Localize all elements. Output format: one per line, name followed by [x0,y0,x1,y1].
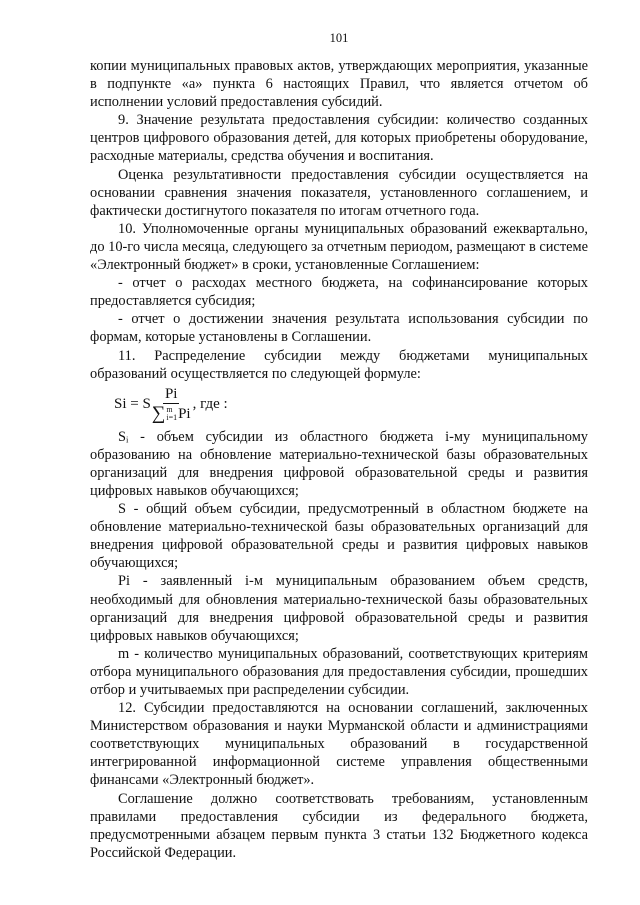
definition-m: m - количество муниципальных образований, соответствующих критериям отбора муниципального образования для предоставления субсидии, прошедших отбор и учитываемых при распределении субсидии. [90,645,588,698]
formula-fraction [152,386,191,424]
sum-lower-limit: i=1 [166,412,178,422]
definition-si: Sᵢ - объем субсидии из областного бюджета i-му муниципальному образованию на обновление материально-технической базы образовательных организаций для внедрения цифровой образовательной среды и развития цифровых навыков обучающихся; [90,428,588,499]
list-item-expenses-report: - отчет о расходах местного бюджета, на софинансирование которых предоставляется субсидия; [90,275,588,310]
sum-upper-limit: m [166,404,173,414]
formula-suffix: , где : [192,396,228,413]
page-number: 101 [329,31,349,45]
formula-numerator: Pi [164,385,178,402]
paragraph-10-reporting: 10. Уполномоченные органы муниципальных образований ежеквартально, до 10-го числа месяца, следующего за отчетным периодом, размещают в системе «Электронный бюджет» в сроки, установленные Соглашением: [90,220,588,274]
distribution-formula [114,385,588,425]
sum-limits [166,406,177,422]
definition-s: S - общий объем субсидии, предусмотренный в областном бюджете на обновление материально-технической базы образовательных организаций для внедрения цифровой образовательной среды и развития цифровых навыков обучающихся; [90,501,588,572]
formula-lhs: Si = S [114,396,151,413]
sum-symbol: ∑ [151,402,166,424]
paragraph-effectiveness-assessment: Оценка результативности предоставления субсидии осуществляется на основании сравнения значения показателя, установленного соглашением, и фактически достигнутого показателя по итогам отчетного года. [90,166,588,219]
formula-denominator [152,404,191,424]
definition-pi: Pi - заявленный i-м муниципальным образованием объем средств, необходимый для обновления материально-технической базы образовательных организаций для внедрения цифровой образовательной среды и развития цифровых навыков обучающихся; [90,573,588,644]
paragraph-9-result-value: 9. Значение результата предоставления субсидии: количество созданных центров цифрового образования детей, для которых приобретены оборудование, расходные материалы, средства обучения и воспитания. [90,112,588,165]
paragraph-agreement-requirements: Соглашение должно соответствовать требованиям, установленным правилами предоставления субсидии из федерального бюджета, предусмотренными абзацем первым пункта 3 статьи 132 Бюджетного кодекса Российской Федерации. [90,790,588,861]
paragraph-reports-copies: копии муниципальных правовых актов, утверждающих мероприятия, указанные в подпункте «а» пункта 6 настоящих Правил, что является отчетом об исполнении условий предоставления субсидий. [90,58,588,111]
paragraph-11-distribution: 11. Распределение субсидии между бюджетами муниципальных образований осуществляется по следующей формуле: [90,347,588,382]
list-item-result-report: - отчет о достижении значения результата использования субсидии по формам, которые установлены в Соглашении. [90,311,588,346]
formula-denominator-term: Pi [178,405,191,422]
paragraph-12-agreements: 12. Субсидии предоставляются на основании соглашений, заключенных Министерством образования и науки Мурманской области и администрациями соответствующих муниципальных образований в государственной интегрированной информационной системе управления общественными финансами «Электронный бюджет». [90,700,588,789]
